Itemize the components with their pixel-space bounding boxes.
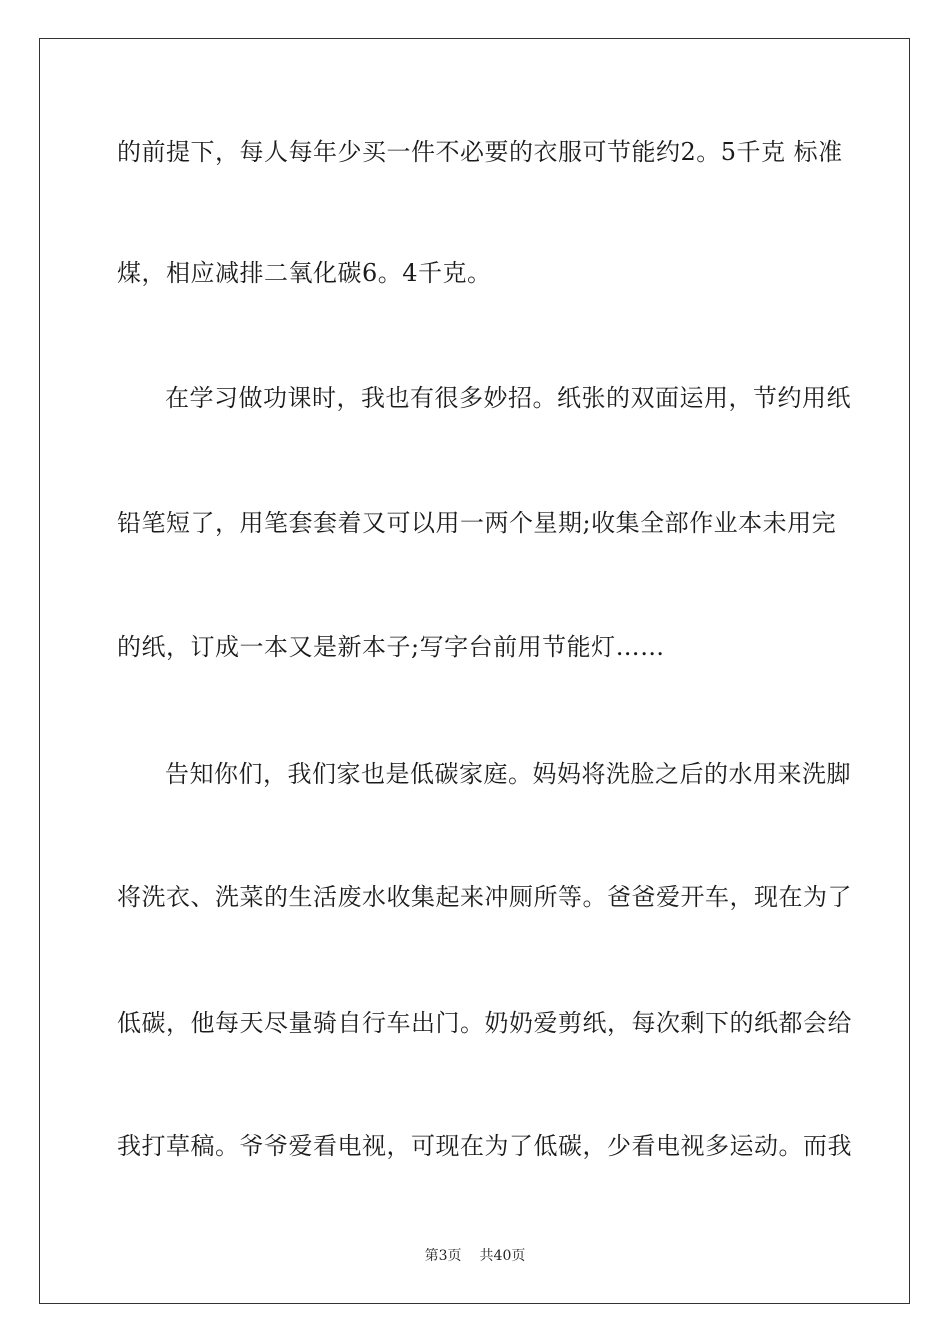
page-number: 第3页 [424,1248,462,1264]
text-line-8: 低碳，他每天尽量骑自行车出门。奶奶爱剪纸，每次剩下的纸都会给 [117,1009,852,1037]
text-line-7: 将洗衣、洗菜的生活废水收集起来冲厕所等。爸爸爱开车，现在为了 [117,883,852,911]
page-border [39,38,910,1304]
text-line-4: 铅笔短了，用笔套套着又可以用一两个星期;收集全部作业本未用完 [117,509,837,537]
total-pages: 共40页 [479,1248,526,1264]
text-line-3-paragraph-start: 在学习做功课时，我也有很多妙招。纸张的双面运用，节约用纸 [165,384,851,412]
text-line-1: 的前提下，每人每年少买一件不必要的衣服可节能约2。5千克 标准 [117,138,843,166]
text-line-9: 我打草稿。爷爷爱看电视，可现在为了低碳，少看电视多运动。而我 [117,1132,852,1160]
page-footer [0,1246,950,1266]
text-line-2: 煤，相应减排二氧化碳6。4千克。 [117,259,492,287]
text-line-6-paragraph-start: 告知你们，我们家也是低碳家庭。妈妈将洗脸之后的水用来洗脚 [165,760,851,788]
text-line-5: 的纸，订成一本又是新本子;写字台前用节能灯…… [117,633,665,661]
